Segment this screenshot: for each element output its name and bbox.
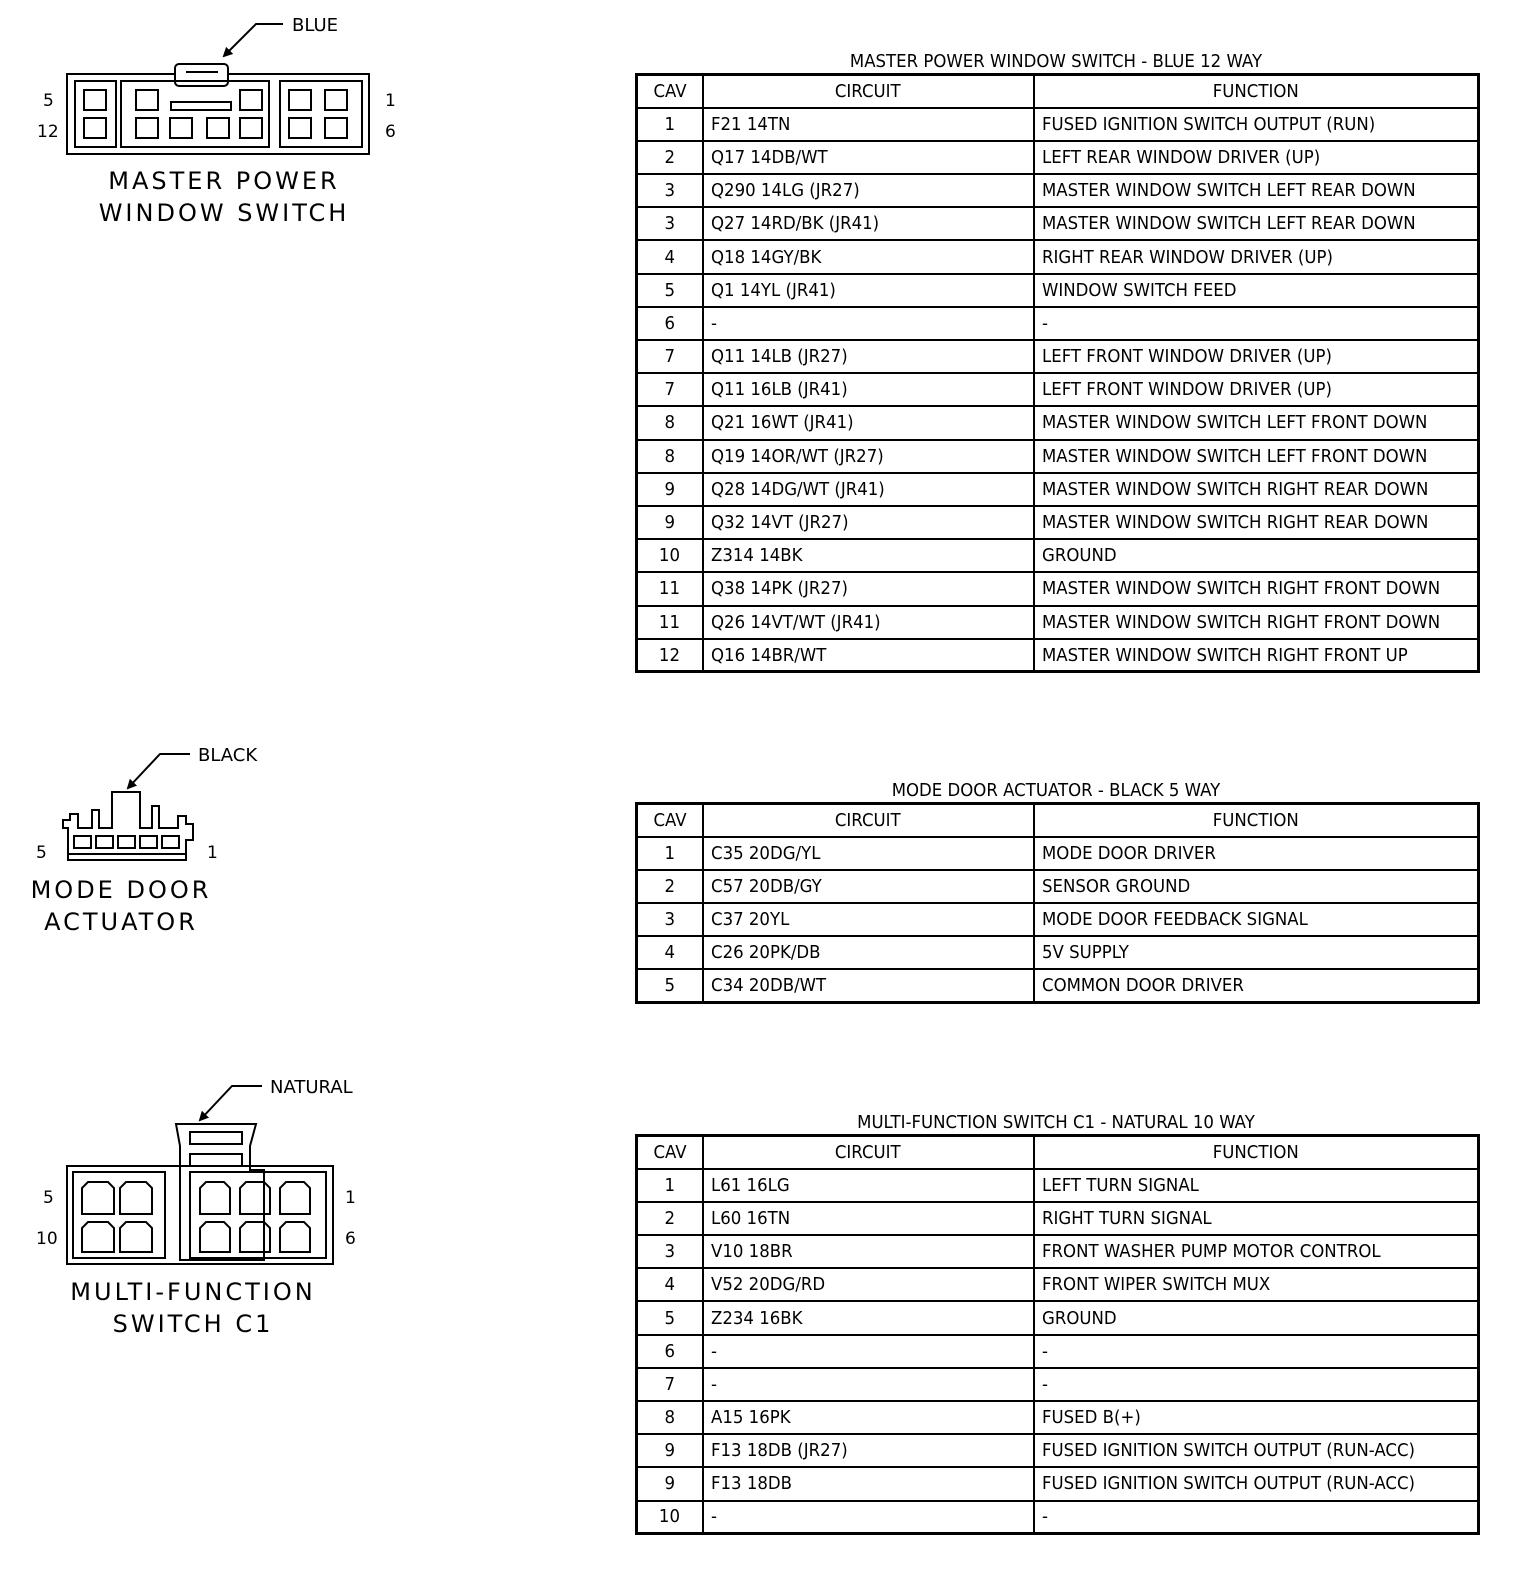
table-row (637, 141, 1479, 174)
circuit-cell-text: V52 20DG/RD (710, 1274, 825, 1296)
circuit-cell (703, 1301, 1034, 1334)
cav-cell-text: 1 (664, 842, 676, 864)
table-row (637, 406, 1479, 439)
function-cell-text: MASTER WINDOW SWITCH LEFT REAR DOWN (1041, 180, 1416, 202)
header-cav (637, 1136, 703, 1169)
cav-cell (637, 539, 703, 572)
function-cell-text: FUSED IGNITION SWITCH OUTPUT (RUN-ACC) (1041, 1440, 1415, 1462)
pin-label-bottom-left: 10 (36, 1229, 58, 1249)
connector-face-drawing (0, 730, 300, 950)
header-circuit-text: CIRCUIT (835, 80, 901, 102)
cav-cell-text: 3 (664, 1241, 676, 1263)
pin-label-top-right: 1 (385, 91, 396, 111)
circuit-cell-text: - (710, 1373, 717, 1395)
circuit-cell (703, 506, 1034, 539)
cav-cell (637, 870, 703, 903)
function-cell-text: LEFT FRONT WINDOW DRIVER (UP) (1041, 346, 1332, 368)
cav-cell-text: 2 (664, 146, 676, 168)
circuit-cell-text: Q28 14DG/WT (JR41) (710, 478, 885, 500)
callout-arrow-icon (128, 754, 190, 788)
function-cell (1034, 903, 1479, 936)
circuit-cell (703, 1401, 1034, 1434)
circuit-cell-text: Q1 14YL (JR41) (710, 279, 836, 301)
cav-cell (637, 373, 703, 406)
circuit-cell-text: Q17 14DB/WT (710, 146, 828, 168)
circuit-cell-text: V10 18BR (710, 1241, 793, 1263)
circuit-cell (703, 870, 1034, 903)
function-cell-text: RIGHT TURN SIGNAL (1041, 1207, 1212, 1229)
table-row (637, 1301, 1479, 1334)
circuit-cell (703, 1368, 1034, 1401)
function-cell (1034, 1335, 1479, 1368)
pin-label-top-right: 1 (345, 1188, 356, 1208)
cav-cell (637, 506, 703, 539)
connector-master-power-window-switch (0, 0, 420, 240)
cav-cell (637, 141, 703, 174)
function-cell-text: LEFT FRONT WINDOW DRIVER (UP) (1041, 379, 1332, 401)
function-cell-text: MASTER WINDOW SWITCH RIGHT REAR DOWN (1041, 478, 1428, 500)
function-cell-text: MASTER WINDOW SWITCH LEFT REAR DOWN (1041, 213, 1416, 235)
function-cell (1034, 1235, 1479, 1268)
pin-label-top-left: 5 (43, 91, 54, 111)
function-cell-text: LEFT TURN SIGNAL (1041, 1174, 1199, 1196)
table-row (637, 1169, 1479, 1202)
table-row (637, 539, 1479, 572)
table-row (637, 1335, 1479, 1368)
pin-label-bottom-right: 6 (345, 1229, 356, 1249)
pinout-table (635, 1134, 1480, 1535)
function-cell (1034, 240, 1479, 273)
cav-cell (637, 969, 703, 1002)
circuit-cell (703, 174, 1034, 207)
header-cav-text: CAV (653, 1141, 687, 1163)
cav-cell (637, 936, 703, 969)
pinout-table (635, 802, 1480, 1004)
function-cell-text: COMMON DOOR DRIVER (1041, 975, 1244, 997)
function-cell-text: - (1041, 1373, 1048, 1395)
table-row (637, 240, 1479, 273)
table-row (637, 870, 1479, 903)
circuit-cell (703, 572, 1034, 605)
circuit-cell (703, 207, 1034, 240)
circuit-cell-text: Z314 14BK (710, 545, 803, 567)
circuit-cell (703, 473, 1034, 506)
header-function (1034, 804, 1479, 837)
circuit-cell (703, 1467, 1034, 1500)
cav-cell-text: 10 (659, 1506, 681, 1528)
pin-label-left: 5 (36, 843, 47, 863)
function-cell (1034, 1467, 1479, 1500)
function-cell (1034, 837, 1479, 870)
connector-mode-door-actuator (0, 730, 300, 950)
function-cell-text: RIGHT REAR WINDOW DRIVER (UP) (1041, 246, 1333, 268)
function-cell-text: FUSED B(+) (1041, 1407, 1141, 1429)
cav-cell-text: 1 (664, 113, 676, 135)
function-cell-text: WINDOW SWITCH FEED (1041, 279, 1236, 301)
table-row (637, 174, 1479, 207)
header-cav (637, 75, 703, 108)
cavity-row (74, 836, 179, 848)
circuit-cell-text: L60 16TN (710, 1207, 790, 1229)
connector-name-line-1: MULTI-FUNCTION (70, 1278, 316, 1306)
table-row (637, 936, 1479, 969)
circuit-cell-text: Q38 14PK (JR27) (710, 578, 848, 600)
circuit-cell (703, 1335, 1034, 1368)
header-circuit (703, 804, 1034, 837)
circuit-cell (703, 903, 1034, 936)
table-row (637, 307, 1479, 340)
circuit-cell (703, 1434, 1034, 1467)
header-function-text: FUNCTION (1212, 1141, 1299, 1163)
table-row (637, 473, 1479, 506)
callout-arrow-icon (224, 24, 283, 56)
circuit-cell-text: - (710, 1340, 717, 1362)
cav-cell (637, 440, 703, 473)
pinout-master-power-window-switch (635, 51, 1477, 673)
circuit-cell (703, 240, 1034, 273)
cav-cell-text: 2 (664, 875, 676, 897)
function-cell (1034, 373, 1479, 406)
function-cell (1034, 174, 1479, 207)
function-cell-text: - (1041, 312, 1048, 334)
function-cell-text: MASTER WINDOW SWITCH RIGHT REAR DOWN (1041, 512, 1428, 534)
function-cell (1034, 274, 1479, 307)
function-cell-text: SENSOR GROUND (1041, 875, 1190, 897)
cav-cell-text: 8 (664, 1407, 676, 1429)
function-cell-text: MODE DOOR FEEDBACK SIGNAL (1041, 909, 1308, 931)
circuit-cell (703, 1202, 1034, 1235)
circuit-cell (703, 373, 1034, 406)
cav-cell (637, 340, 703, 373)
table-row (637, 969, 1479, 1002)
table-row (637, 440, 1479, 473)
circuit-cell (703, 406, 1034, 439)
cav-cell-text: 7 (664, 346, 676, 368)
table-row (637, 837, 1479, 870)
function-cell (1034, 340, 1479, 373)
header-function-text: FUNCTION (1212, 809, 1299, 831)
circuit-cell-text: - (710, 312, 717, 334)
circuit-cell (703, 274, 1034, 307)
function-cell (1034, 936, 1479, 969)
connector-name-line-2: WINDOW SWITCH (98, 199, 350, 227)
cav-cell-text: 9 (664, 478, 676, 500)
function-cell-text: FUSED IGNITION SWITCH OUTPUT (RUN) (1041, 113, 1375, 135)
connector-face-drawing (0, 1062, 420, 1352)
pin-label-right: 1 (207, 843, 218, 863)
function-cell (1034, 307, 1479, 340)
cav-cell (637, 837, 703, 870)
function-cell-text: MASTER WINDOW SWITCH LEFT FRONT DOWN (1041, 412, 1427, 434)
function-cell (1034, 1501, 1479, 1534)
circuit-cell-text: Q16 14BR/WT (710, 644, 826, 666)
connector-color-label: NATURAL (270, 1077, 353, 1098)
circuit-cell (703, 936, 1034, 969)
table-row (637, 1501, 1479, 1534)
cav-cell (637, 1202, 703, 1235)
function-cell (1034, 440, 1479, 473)
cav-cell-text: 5 (664, 975, 676, 997)
table-row (637, 1368, 1479, 1401)
table-row (637, 506, 1479, 539)
cav-cell (637, 207, 703, 240)
function-cell (1034, 572, 1479, 605)
header-circuit (703, 75, 1034, 108)
table-header-row (637, 1136, 1479, 1169)
function-cell-text: 5V SUPPLY (1041, 942, 1129, 964)
circuit-cell (703, 108, 1034, 141)
pinout-mode-door-actuator (635, 780, 1477, 1004)
cav-cell-text: 5 (664, 1307, 676, 1329)
cav-cell (637, 1368, 703, 1401)
cavity-grid (82, 1182, 310, 1252)
cav-cell-text: 8 (664, 412, 676, 434)
cav-cell (637, 1268, 703, 1301)
function-cell-text: MASTER WINDOW SWITCH LEFT FRONT DOWN (1041, 445, 1427, 467)
header-function (1034, 1136, 1479, 1169)
cav-cell-text: 11 (659, 611, 681, 633)
circuit-cell (703, 440, 1034, 473)
cav-cell-text: 3 (664, 213, 676, 235)
function-cell-text: FUSED IGNITION SWITCH OUTPUT (RUN-ACC) (1041, 1473, 1415, 1495)
table-row (637, 1235, 1479, 1268)
pinout-table (635, 73, 1480, 673)
circuit-cell-text: Q11 14LB (JR27) (710, 346, 848, 368)
circuit-cell (703, 969, 1034, 1002)
table-row (637, 606, 1479, 639)
table-header-row (637, 804, 1479, 837)
table-row (637, 108, 1479, 141)
connector-multi-function-switch-c1 (0, 1062, 420, 1352)
cav-cell (637, 406, 703, 439)
cav-cell (637, 1301, 703, 1334)
pin-label-bottom-left: 12 (37, 122, 59, 142)
cav-cell (637, 1467, 703, 1500)
header-circuit (703, 1136, 1034, 1169)
pin-label-bottom-right: 6 (385, 122, 396, 142)
table-title: MULTI-FUNCTION SWITCH C1 - NATURAL 10 WAY (857, 1112, 1255, 1133)
cav-cell (637, 903, 703, 936)
function-cell-text: - (1041, 1506, 1048, 1528)
function-cell (1034, 969, 1479, 1002)
circuit-cell-text: Q27 14RD/BK (JR41) (710, 213, 879, 235)
cav-cell-text: 12 (659, 644, 681, 666)
cav-cell-text: 8 (664, 445, 676, 467)
cav-cell (637, 606, 703, 639)
circuit-cell (703, 606, 1034, 639)
cav-cell-text: 6 (664, 1340, 676, 1362)
function-cell (1034, 1401, 1479, 1434)
function-cell (1034, 108, 1479, 141)
cav-cell (637, 1335, 703, 1368)
function-cell (1034, 473, 1479, 506)
cav-cell (637, 473, 703, 506)
table-row (637, 1401, 1479, 1434)
cav-cell-text: 4 (664, 246, 676, 268)
cavity-grid (84, 90, 347, 138)
cav-cell-text: 1 (664, 1174, 676, 1196)
function-cell-text: MASTER WINDOW SWITCH RIGHT FRONT DOWN (1041, 578, 1440, 600)
cav-cell-text: 11 (659, 578, 681, 600)
function-cell-text: - (1041, 1340, 1048, 1362)
function-cell (1034, 639, 1479, 672)
cav-cell (637, 572, 703, 605)
table-row (637, 207, 1479, 240)
cav-cell-text: 7 (664, 1373, 676, 1395)
table-row (637, 1268, 1479, 1301)
circuit-cell (703, 141, 1034, 174)
cav-cell-text: 3 (664, 909, 676, 931)
function-cell (1034, 141, 1479, 174)
cav-cell (637, 1401, 703, 1434)
function-cell (1034, 1202, 1479, 1235)
cav-cell (637, 274, 703, 307)
header-circuit-text: CIRCUIT (835, 1141, 901, 1163)
function-cell-text: FRONT WASHER PUMP MOTOR CONTROL (1041, 1241, 1381, 1263)
circuit-cell-text: Q21 16WT (JR41) (710, 412, 854, 434)
table-row (637, 1467, 1479, 1500)
table-title: MASTER POWER WINDOW SWITCH - BLUE 12 WAY (849, 51, 1263, 72)
table-row (637, 639, 1479, 672)
circuit-cell-text: Q32 14VT (JR27) (710, 512, 849, 534)
function-cell (1034, 207, 1479, 240)
cav-cell-text: 3 (664, 180, 676, 202)
cav-cell-text: 9 (664, 1473, 676, 1495)
table-row (637, 903, 1479, 936)
circuit-cell-text: - (710, 1506, 717, 1528)
circuit-cell-text: Q11 16LB (JR41) (710, 379, 848, 401)
circuit-cell (703, 837, 1034, 870)
connector-color-label: BLUE (292, 15, 339, 36)
cav-cell-text: 9 (664, 1440, 676, 1462)
function-cell (1034, 539, 1479, 572)
header-circuit-text: CIRCUIT (835, 809, 901, 831)
circuit-cell-text: C34 20DB/WT (710, 975, 826, 997)
cav-cell-text: 4 (664, 1274, 676, 1296)
circuit-cell-text: F21 14TN (710, 113, 790, 135)
circuit-cell-text: F13 18DB (JR27) (710, 1440, 848, 1462)
header-function-text: FUNCTION (1212, 80, 1299, 102)
circuit-cell (703, 1268, 1034, 1301)
function-cell-text: MODE DOOR DRIVER (1041, 842, 1216, 864)
table-row (637, 373, 1479, 406)
table-title: MODE DOOR ACTUATOR - BLACK 5 WAY (891, 780, 1221, 801)
function-cell (1034, 1301, 1479, 1334)
circuit-cell (703, 307, 1034, 340)
function-cell-text: LEFT REAR WINDOW DRIVER (UP) (1041, 146, 1320, 168)
circuit-cell-text: C57 20DB/GY (710, 875, 822, 897)
header-function (1034, 75, 1479, 108)
table-row (637, 1202, 1479, 1235)
function-cell (1034, 1368, 1479, 1401)
pinout-multi-function-switch-c1 (635, 1112, 1477, 1535)
locking-tab (175, 64, 228, 86)
cav-cell-text: 10 (659, 545, 681, 567)
table-row (637, 572, 1479, 605)
cav-cell (637, 307, 703, 340)
circuit-cell-text: Q290 14LG (JR27) (710, 180, 860, 202)
circuit-cell-text: C37 20YL (710, 909, 789, 931)
function-cell (1034, 1268, 1479, 1301)
cav-cell-text: 6 (664, 312, 676, 334)
circuit-cell-text: A15 16PK (710, 1407, 791, 1429)
circuit-cell-text: C26 20PK/DB (710, 942, 821, 964)
function-cell-text: GROUND (1041, 545, 1117, 567)
connector-name-line-2: ACTUATOR (44, 908, 198, 936)
cav-cell (637, 1169, 703, 1202)
circuit-cell (703, 340, 1034, 373)
function-cell-text: MASTER WINDOW SWITCH RIGHT FRONT DOWN (1041, 611, 1440, 633)
cav-cell (637, 639, 703, 672)
connector-face-drawing (0, 0, 420, 240)
function-cell (1034, 1434, 1479, 1467)
function-cell-text: MASTER WINDOW SWITCH RIGHT FRONT UP (1041, 644, 1408, 666)
cav-cell (637, 1434, 703, 1467)
function-cell (1034, 606, 1479, 639)
circuit-cell-text: F13 18DB (710, 1473, 792, 1495)
circuit-cell-text: L61 16LG (710, 1174, 790, 1196)
connector-name-line-2: SWITCH C1 (112, 1310, 274, 1338)
circuit-cell (703, 639, 1034, 672)
circuit-cell-text: Q18 14GY/BK (710, 246, 821, 268)
cav-cell (637, 240, 703, 273)
function-cell-text: GROUND (1041, 1307, 1117, 1329)
pin-label-top-left: 5 (43, 1188, 54, 1208)
header-cav-text: CAV (653, 809, 687, 831)
circuit-cell (703, 1169, 1034, 1202)
cav-cell (637, 1235, 703, 1268)
cav-cell-text: 4 (664, 942, 676, 964)
cav-cell-text: 5 (664, 279, 676, 301)
circuit-cell-text: Z234 16BK (710, 1307, 803, 1329)
circuit-cell-text: Q26 14VT/WT (JR41) (710, 611, 881, 633)
cav-cell-text: 9 (664, 512, 676, 534)
header-cav-text: CAV (653, 80, 687, 102)
circuit-cell-text: Q19 14OR/WT (JR27) (710, 445, 884, 467)
connector-color-label: BLACK (198, 745, 258, 766)
header-cav (637, 804, 703, 837)
connector-name-line-1: MODE DOOR (30, 876, 212, 904)
table-row (637, 1434, 1479, 1467)
function-cell (1034, 506, 1479, 539)
callout-arrow-icon (200, 1086, 262, 1120)
cav-cell (637, 108, 703, 141)
circuit-cell-text: C35 20DG/YL (710, 842, 820, 864)
cav-cell-text: 7 (664, 379, 676, 401)
circuit-cell (703, 539, 1034, 572)
connector-name-line-1: MASTER POWER (108, 167, 340, 195)
cav-cell-text: 2 (664, 1207, 676, 1229)
cav-cell (637, 174, 703, 207)
table-row (637, 340, 1479, 373)
table-header-row (637, 75, 1479, 108)
function-cell (1034, 870, 1479, 903)
function-cell (1034, 1169, 1479, 1202)
cav-cell (637, 1501, 703, 1534)
function-cell (1034, 406, 1479, 439)
circuit-cell (703, 1501, 1034, 1534)
circuit-cell (703, 1235, 1034, 1268)
function-cell-text: FRONT WIPER SWITCH MUX (1041, 1274, 1270, 1296)
table-row (637, 274, 1479, 307)
